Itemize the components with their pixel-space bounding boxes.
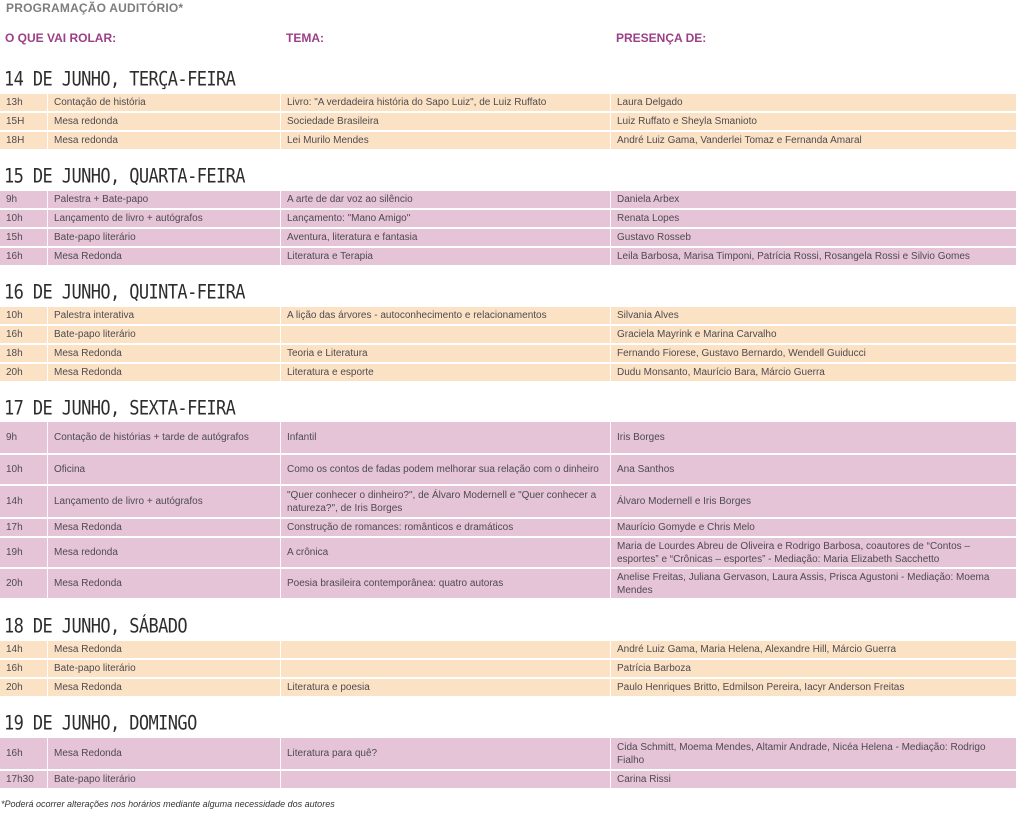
header-theme: TEMA:: [286, 31, 324, 45]
presence-cell: Graciela Mayrink e Marina Carvalho: [610, 326, 1016, 343]
theme-cell: A lição das árvores - autoconhecimento e relacionamentos: [280, 307, 610, 324]
time-cell: 10h: [6, 464, 23, 475]
day-title: 14 DE JUNHO, TERÇA-FEIRA: [4, 68, 236, 91]
table-row: [0, 538, 1016, 569]
time-cell: 18H: [6, 135, 25, 146]
theme-cell: "Quer conhecer o dinheiro?", de Álvaro Modernell e "Quer conhecer a natureza?", de Iris Borges: [280, 486, 610, 517]
time-cell: 20h: [6, 578, 23, 589]
time-cell: 20h: [6, 367, 23, 378]
presence-cell: André Luiz Gama, Maria Helena, Alexandre Hill, Márcio Guerra: [610, 641, 1016, 658]
presence-cell: Cida Schmitt, Moema Mendes, Altamir Andrade, Nicéa Helena - Mediação: Rodrigo Fialho: [610, 738, 1016, 769]
time-cell: 19h: [6, 547, 23, 558]
table-row: [0, 486, 1016, 519]
theme-cell: Infantil: [280, 422, 610, 453]
day-schedule-table: [0, 738, 1016, 790]
time-cell: 9h: [6, 432, 18, 443]
theme-cell: Construção de romances: românticos e dramáticos: [280, 519, 610, 536]
theme-cell: Literatura e poesia: [280, 679, 610, 696]
time-cell: 10h: [6, 310, 23, 321]
presence-cell: Gustavo Rosseb: [610, 229, 1016, 246]
activity-cell: Oficina: [47, 455, 280, 484]
day-title: 17 DE JUNHO, SEXTA-FEIRA: [4, 397, 236, 420]
day-title: 15 DE JUNHO, QUARTA-FEIRA: [4, 165, 245, 188]
presence-cell: André Luiz Gama, Vanderlei Tomaz e Fernanda Amaral: [610, 132, 1016, 149]
presence-cell: Renata Lopes: [610, 210, 1016, 227]
theme-cell: Aventura, literatura e fantasia: [280, 229, 610, 246]
header-activity: O QUE VAI ROLAR:: [5, 31, 117, 45]
theme-cell: Sociedade Brasileira: [280, 113, 610, 130]
table-row: [0, 455, 1016, 486]
theme-cell: Teoria e Literatura: [280, 345, 610, 362]
table-row: [0, 191, 1016, 210]
presence-cell: Leila Barbosa, Marisa Timponi, Patrícia Rossi, Rosangela Rossi e Silvio Gomes: [610, 248, 1016, 265]
table-row: [0, 94, 1016, 113]
activity-cell: Bate-papo literário: [47, 771, 280, 788]
theme-cell: Lançamento: "Mano Amigo": [280, 210, 610, 227]
activity-cell: Contação de história: [47, 94, 280, 111]
time-cell: 16h: [6, 251, 23, 262]
presence-cell: Carina Rissi: [610, 771, 1016, 788]
table-row: [0, 641, 1016, 660]
presence-cell: Patrícia Barboza: [610, 660, 1016, 677]
presence-cell: Laura Delgado: [610, 94, 1016, 111]
day-schedule-table: [0, 94, 1016, 151]
day-schedule-table: [0, 422, 1016, 600]
presence-cell: Silvania Alves: [610, 307, 1016, 324]
table-row: [0, 307, 1016, 326]
day-schedule-table: [0, 191, 1016, 267]
activity-cell: Contação de histórias + tarde de autógrafos: [47, 422, 280, 453]
table-row: [0, 364, 1016, 383]
time-cell: 17h: [6, 522, 23, 533]
activity-cell: Mesa Redonda: [47, 364, 280, 381]
column-headers: [0, 31, 1016, 47]
theme-cell: Literatura e esporte: [280, 364, 610, 381]
time-cell: 9h: [6, 194, 18, 205]
table-row: [0, 422, 1016, 455]
activity-cell: Mesa Redonda: [47, 248, 280, 265]
presence-cell: Anelise Freitas, Juliana Gervason, Laura Assis, Prisca Agustoni - Mediação: Moema Mendes: [610, 569, 1016, 598]
day-title: 16 DE JUNHO, QUINTA-FEIRA: [4, 281, 245, 304]
table-row: [0, 519, 1016, 538]
activity-cell: Palestra interativa: [47, 307, 280, 324]
theme-cell: A crônica: [280, 538, 610, 567]
activity-cell: Lançamento de livro + autógrafos: [47, 210, 280, 227]
theme-cell: Livro: "A verdadeira história do Sapo Luiz", de Luiz Ruffato: [280, 94, 610, 111]
activity-cell: Bate-papo literário: [47, 229, 280, 246]
time-cell: 15h: [6, 232, 23, 243]
table-row: [0, 210, 1016, 229]
theme-cell: Literatura e Terapia: [280, 248, 610, 265]
table-row: [0, 326, 1016, 345]
table-row: [0, 679, 1016, 698]
time-cell: 16h: [6, 663, 23, 674]
presence-cell: Daniela Arbex: [610, 191, 1016, 208]
time-cell: 10h: [6, 213, 23, 224]
table-row: [0, 738, 1016, 771]
day-schedule-table: [0, 641, 1016, 698]
activity-cell: Mesa Redonda: [47, 519, 280, 536]
time-cell: 20h: [6, 682, 23, 693]
activity-cell: Palestra + Bate-papo: [47, 191, 280, 208]
time-cell: 16h: [6, 329, 23, 340]
presence-cell: Ana Santhos: [610, 455, 1016, 484]
activity-cell: Mesa Redonda: [47, 641, 280, 658]
footnote: *Poderá ocorrer alterações nos horários mediante alguma necessidade dos autores: [1, 799, 335, 809]
theme-cell: Lei Murilo Mendes: [280, 132, 610, 149]
presence-cell: Dudu Monsanto, Maurício Bara, Márcio Guerra: [610, 364, 1016, 381]
table-row: [0, 569, 1016, 600]
activity-cell: Mesa Redonda: [47, 569, 280, 598]
activity-cell: Bate-papo literário: [47, 660, 280, 677]
page-title: PROGRAMAÇÃO AUDITÓRIO*: [6, 1, 184, 15]
presence-cell: Iris Borges: [610, 422, 1016, 453]
table-row: [0, 229, 1016, 248]
day-title: 19 DE JUNHO, DOMINGO: [4, 712, 197, 735]
time-cell: 13h: [6, 97, 23, 108]
table-row: [0, 660, 1016, 679]
time-cell: 17h30: [6, 774, 34, 785]
time-cell: 18h: [6, 348, 23, 359]
theme-cell: [280, 641, 610, 658]
time-cell: 14h: [6, 644, 23, 655]
presence-cell: Paulo Henriques Britto, Edmilson Pereira, Iacyr Anderson Freitas: [610, 679, 1016, 696]
theme-cell: Como os contos de fadas podem melhorar sua relação com o dinheiro: [280, 455, 610, 484]
table-row: [0, 132, 1016, 151]
activity-cell: Mesa Redonda: [47, 345, 280, 362]
presence-cell: Maria de Lourdes Abreu de Oliveira e Rodrigo Barbosa, coautores de “Contos – esportes” e “Crônicas – esportes” - Mediação: Maria Elizabeth Sacchetto: [610, 538, 1016, 567]
presence-cell: Álvaro Modernell e Iris Borges: [610, 486, 1016, 517]
table-row: [0, 248, 1016, 267]
presence-cell: Fernando Fiorese, Gustavo Bernardo, Wendell Guiducci: [610, 345, 1016, 362]
activity-cell: Lançamento de livro + autógrafos: [47, 486, 280, 517]
presence-cell: Luiz Ruffato e Sheyla Smanioto: [610, 113, 1016, 130]
theme-cell: [280, 771, 610, 788]
time-cell: 15H: [6, 116, 25, 127]
theme-cell: Literatura para quê?: [280, 738, 610, 769]
activity-cell: Mesa Redonda: [47, 738, 280, 769]
day-schedule-table: [0, 307, 1016, 383]
activity-cell: Mesa redonda: [47, 538, 280, 567]
activity-cell: Mesa Redonda: [47, 679, 280, 696]
day-title: 18 DE JUNHO, SÁBADO: [4, 615, 188, 638]
theme-cell: Poesia brasileira contemporânea: quatro autoras: [280, 569, 610, 598]
theme-cell: [280, 326, 610, 343]
activity-cell: Bate-papo literário: [47, 326, 280, 343]
activity-cell: Mesa redonda: [47, 132, 280, 149]
theme-cell: A arte de dar voz ao silêncio: [280, 191, 610, 208]
presence-cell: Maurício Gomyde e Chris Melo: [610, 519, 1016, 536]
time-cell: 14h: [6, 496, 23, 507]
table-row: [0, 345, 1016, 364]
activity-cell: Mesa redonda: [47, 113, 280, 130]
time-cell: 16h: [6, 748, 23, 759]
theme-cell: [280, 660, 610, 677]
table-row: [0, 771, 1016, 790]
table-row: [0, 113, 1016, 132]
header-presence: PRESENÇA DE:: [616, 31, 707, 45]
